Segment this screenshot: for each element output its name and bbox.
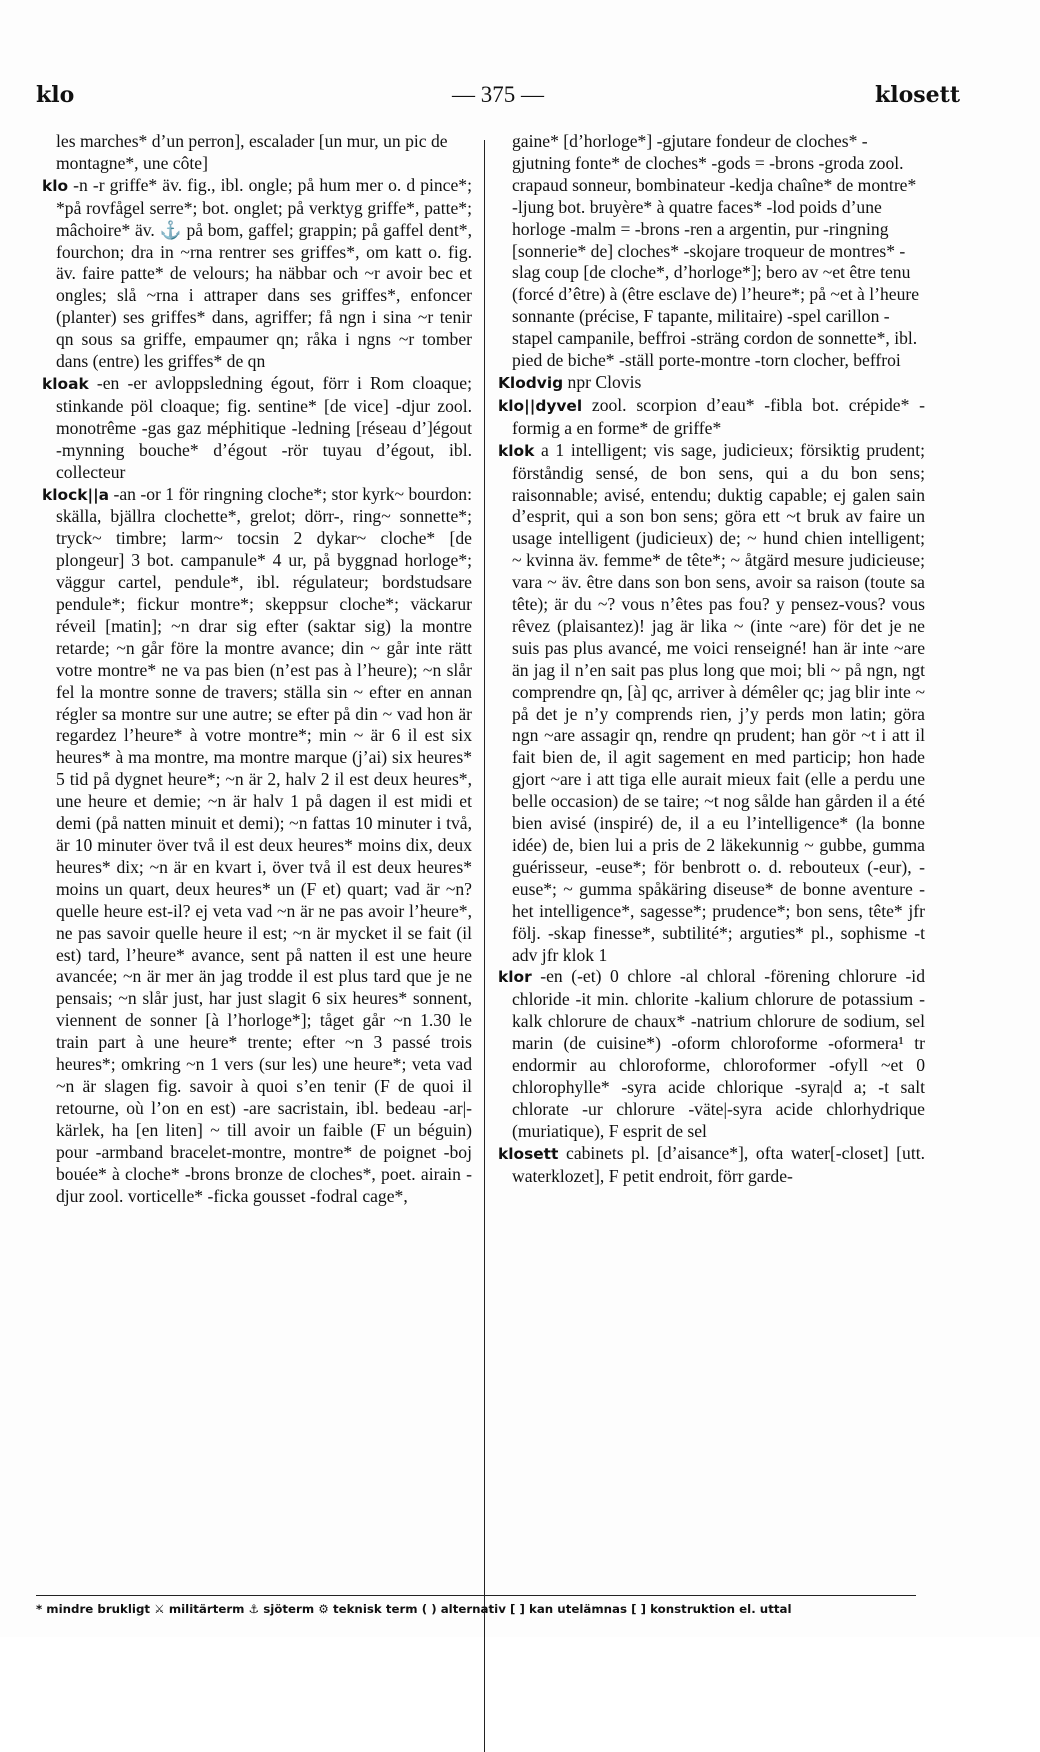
entry-headword: klo||dyvel	[498, 396, 583, 415]
running-header	[36, 82, 960, 118]
entry-text: gaine* [d’horloge*] -gjutare fondeur de cloches* -gjutning fonte* de cloches* -gods = -brons -groda zool. crapaud sonneur, bombinateur -kedja chaîne* de montre* -ljung bot. bruyère* à quatre faces* -lod poids d’une horloge -malm = -brons -ren a argentin, pur -ringning [sonnerie* de] cloches* -skojare troqueur de montres* -slag coup [de cloche*, d’horloge*]; bero av ~et être tenu (forcé d’être) à (être esclave de) l’heure*; på ~et à l’heure sonnante (précise, F tapante, militaire) -spel carillon -stapel campanile, beffroi -sträng cordon de sonnette*, ibl. pied de biche* -ställ porte-montre -torn clocher, beffroi	[512, 131, 920, 371]
entry-text: cabinets pl. [d’aisance*], ofta water[-closet] [utt. waterklozet], F petit endroit, förr garde-	[512, 1142, 925, 1186]
entry-text: zool. scorpion d’eau* -fibla bot. crépide* -formig a en forme* de griffe*	[512, 394, 925, 438]
left-guide-word: klo	[36, 82, 75, 108]
left-column	[42, 131, 472, 1207]
entry-headword: klok	[498, 441, 535, 460]
dictionary-entry	[42, 373, 472, 484]
abbreviation-legend: * mindre brukligt ⚔ militärterm ⚓ sjöterm ⚙ teknisk term ( ) alternativ [ ] kan utelämnas [ ] konstruktion el. uttal	[36, 1595, 916, 1616]
page-number: — 375 —	[452, 82, 544, 107]
entry-headword: klo	[42, 176, 69, 195]
entry-text: a 1 intelligent; vis sage, judicieux; försiktig prudent; förståndig sensé, de bon sens, qui a du bon sens; raisonnable; avisé, entendu; duktig capable; ej galen sain d’esprit, qui a son bon sens; göra ett ~t bruk av faire un usage intelligent (judicieux) de; ~ hund chien intelligent; ~ kvinna äv. femme* de tête*; ~ åtgärd mesure judicieuse; vara ~ äv. être dans son bon sens, avoir sa raison (toute sa tête); är du ~? vous n’êtes pas fou? y pensez-vous? vous rêvez (plaisantez)! jag är lika ~ (inte ~are) för det je ne suis pas plus avancé, me voici renseigné! han är inte ~are än jag il n’en sait pas plus long que moi; bli ~ på ngn, ngt comprendre qn, [à] qc, arriver à démêler qc; jag blir inte ~ på det je n’y comprends rien, j’y perds mon latin; göra ngn ~are assagir qn, rendre qn prudent; han gör ~t i att il fait bien de, il agit sagement en med particip; hon hade gjort ~are i att tiga elle aurait mieux fait (elle a perdu une belle occasion) de se taire; ~t nog sålde han gården il a été bien avisé (inspiré) de, il a eu l’intelligence* (la bonne idée) de, bien lui a pris de 2 läkekunnig ~ gubbe, gumma guérisseur, -euse*; för benbrott o. d. rebouteux (-eur), -euse*; ~ gumma spåkäring diseuse* de bonne aventure -het intelligence*, sagesse*; prudence*; bon sens, tête* jfr följ. -skap finesse*, subtilité*; arguties* pl., sophisme -t adv jfr klok 1	[512, 439, 925, 965]
entry-headword: klosett	[498, 1144, 559, 1163]
right-column	[498, 131, 925, 1188]
entry-headword: kloak	[42, 374, 89, 393]
column-divider	[484, 140, 485, 1752]
dictionary-entry	[498, 372, 925, 395]
entry-text: -en -er avloppsledning égout, förr i Rom cloaque; stinkande pöl cloaque; fig. sentine* [de vice] -djur zool. monotrême -gas gaz méphitique -ledning [réseau d’]égout -mynning bouche* d’égout -rör tuyau d’égout, ibl. collecteur	[56, 372, 472, 482]
entry-text: -an -or 1 för ringning cloche*; stor kyrk~ bourdon: skälla, bjällra clochette*, grelot; dörr-, ring~ sonnette*; tryck~ timbre; larm~ tocsin 2 dykar~ cloche* [de plongeur] 3 bot. campanule* 4 ur, på byggnad horloge*; väggur cartel, pendule*, ibl. régulateur; bordstudsare pendule*; fickur montre*; skeppsur cloche*; väckarur réveil [matin]; ~n drar sig efter (saktar sig) la montre retarde; ~n går före la montre avance; din ~ går inte rätt votre montre* ne va pas bien (n’est pas à l’heure); ~n slår fel la montre sonne de travers; ställa sin ~ efter en annan régler sa montre sur une autre; se efter på din ~ vad hon är regardez l’heure* à votre montre*; min ~ är 6 il est six heures* à ma montre, ma montre marque (j’ai) six heures* 5 tid på dygnet heure*; ~n är 2, halv 2 il est deux heures*, une heure et demie; ~n är halv 1 på dagen il est midi et demi (på natten minuit et demi); ~n fattas 10 minuter i två, är 10 minuter över två il est deux heures* moins dix, deux heures* dix; ~n är en kvart i, över två il est deux heures* moins un quart, deux heures* un (F et) quart; vad är ~n? quelle heure est-il? ej veta vad ~n är ne pas avoir l’heure*, ne pas savoir quelle heure il est; ~n är mycket il se fait (il est) tard, l’heure* avance, sent på natten il est une heure avancée; ~n är mer än jag trodde il est plus tard que je ne pensais; ~n slår just, har just slagit 6 six heures* sonnent, viennent de sonner [à l’horloge*]; tåget går ~n 1.30 le train part à une heure* trente; efter ~n 3 passé trois heures*; omkring ~n 1 vers (sur les) une heure*; veta vad ~n är slagen fig. savoir à quoi s’en tenir (F de quoi il retourne, où l’on en est) -are sacristain, ibl. bedeau -ar|-kärlek, ha [en liten] ~ till avoir un faible (F un béguin) pour -armband bracelet-montre, montre* de poignet -boj bouée* à cloche* -brons bronze de cloches*, poet. airain -djur zool. vorticelle* -ficka gousset -fodral cage*,	[56, 483, 472, 1206]
dictionary-entry	[498, 966, 925, 1142]
dictionary-entry	[498, 1143, 925, 1188]
entry-headword: klock||a	[42, 485, 110, 504]
entry-headword: klor	[498, 968, 532, 987]
dictionary-entry	[498, 440, 925, 967]
dictionary-entry	[42, 484, 472, 1208]
dictionary-entry	[498, 395, 925, 440]
entry-continuation	[498, 131, 925, 372]
right-guide-word: klosett	[875, 82, 960, 108]
entry-text: -n -r griffe* äv. fig., ibl. ongle; på hum mer o. d pince*; *på rovfågel serre*; bot. onglet; på verktyg griffe*, patte*; mâchoire* äv. ⚓ på bom, gaffel; grappin; på gaffel dent*, fourchon; dra in ~rna rentrer ses griffes*, om katt o. fig. äv. faire patte* de velours; ha näbbar och ~r avoir bec et ongles; slå ~rna i attraper dans ses griffes*, enfoncer (planter) ses griffes* dans, agriffer; få ngn i sina ~r tenir qn sous sa griffe, empaumer qn; råka i ngns ~r tomber dans (entre) les griffes* de qn	[56, 174, 472, 372]
dictionary-entry	[42, 175, 472, 373]
entry-continuation	[42, 131, 472, 175]
entry-text: les marches* d’un perron], escalader [un mur, un pic de montagne*, une côte]	[56, 131, 448, 173]
entry-text: -en (-et) 0 chlore -al chloral -förening chlorure -id chloride -it min. chlorite -kalium chlorure de potassium -kalk chlorure de chaux* -natrium chlorure de sodium, sel marin (de cuisine*) -oform chloroforme -oformera¹ tr endormir au chloroforme, chloroformer -ofyll ~et 0 chlorophylle* -syra acide chlorique -syra|d a; -t salt chlorate -ur chlorure -väte|-syra acide chlorhydrique (muriatique), F esprit de sel	[512, 966, 925, 1141]
entry-text: npr Clovis	[563, 371, 642, 392]
entry-headword: Klodvig	[498, 373, 564, 392]
